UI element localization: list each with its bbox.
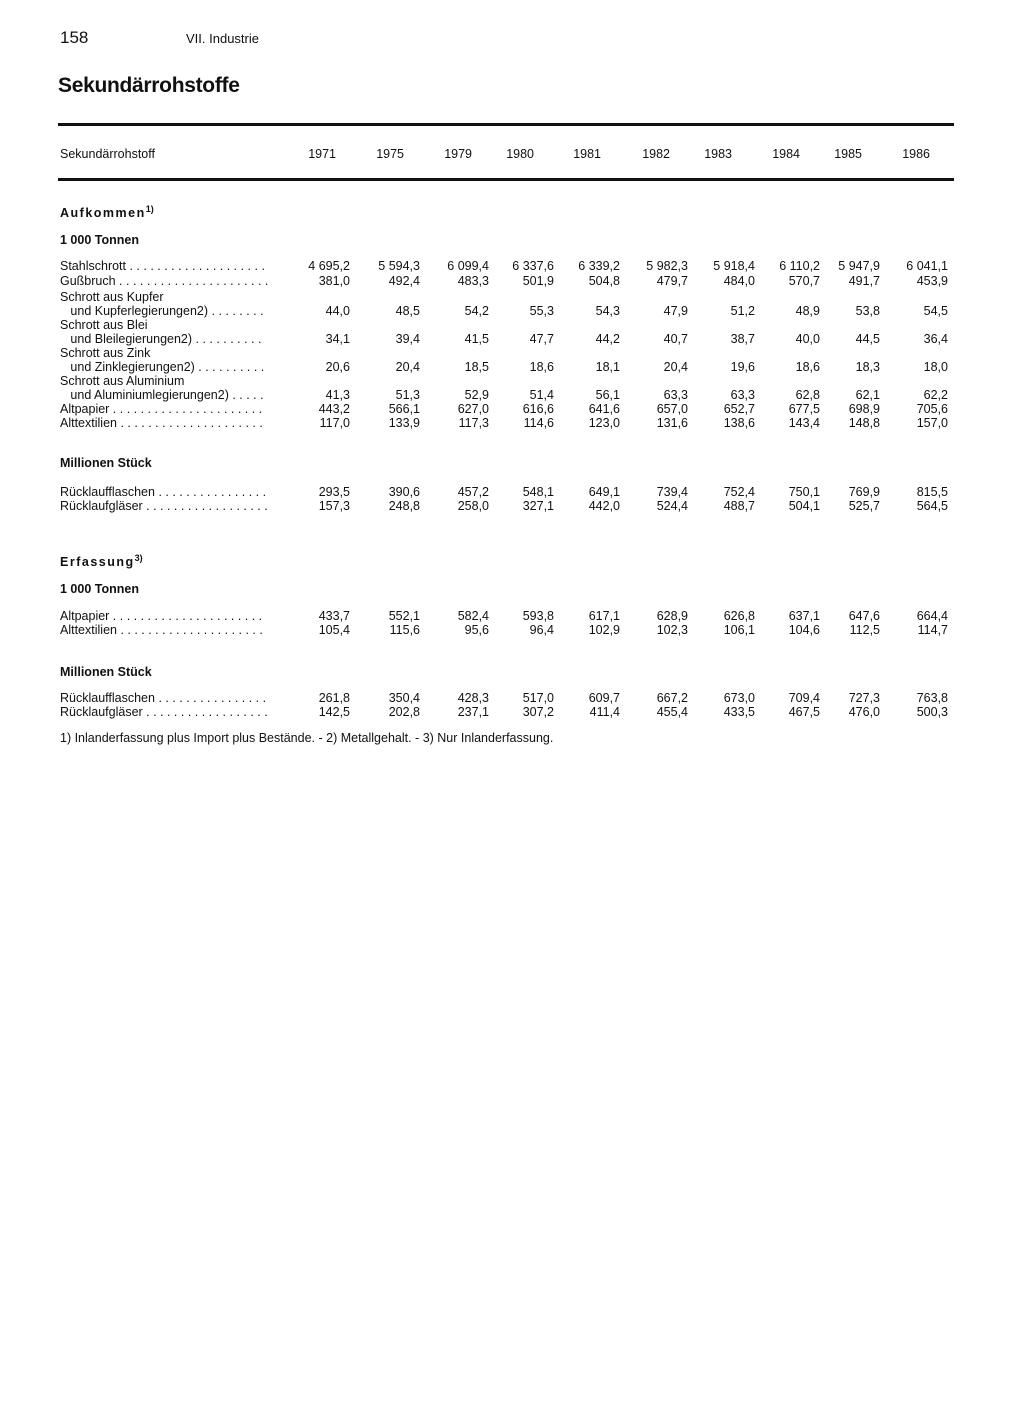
table-cell: 117,3 xyxy=(458,416,489,430)
table-cell: 381,0 xyxy=(318,274,350,288)
table-cell: 36,4 xyxy=(923,332,948,346)
table-cell: 479,7 xyxy=(656,274,688,288)
table-cell: 504,8 xyxy=(588,274,620,288)
table-cell: 593,8 xyxy=(522,609,554,623)
table-cell: 564,5 xyxy=(916,499,948,513)
year-header: 1980 xyxy=(506,147,534,161)
section-name: Erfassung xyxy=(60,555,135,570)
table-cell: 492,4 xyxy=(388,274,420,288)
row-label: und Aluminiumlegierungen2) . . . . . xyxy=(60,388,264,402)
table-row xyxy=(0,416,1024,430)
table-cell: 442,0 xyxy=(588,499,620,513)
table-cell: 293,5 xyxy=(318,485,350,499)
table-cell: 433,7 xyxy=(318,609,350,623)
table-cell: 20,4 xyxy=(395,360,420,374)
section-heading xyxy=(60,204,154,220)
table-cell: 19,6 xyxy=(730,360,755,374)
row-label: Rücklaufgläser . . . . . . . . . . . . . . . . . . xyxy=(60,499,268,513)
table-cell: 443,2 xyxy=(318,402,350,416)
row-label: Altpapier . . . . . . . . . . . . . . . . . . . . . . xyxy=(60,609,263,623)
table-cell: 44,0 xyxy=(325,304,350,318)
table-cell: 48,9 xyxy=(795,304,820,318)
table-cell: 637,1 xyxy=(788,609,820,623)
year-header: 1984 xyxy=(772,147,800,161)
row-label: Schrott aus Zink xyxy=(60,346,151,360)
table-cell: 112,5 xyxy=(849,623,880,637)
table-row xyxy=(0,374,1024,388)
year-header: 1979 xyxy=(444,147,472,161)
table-cell: 570,7 xyxy=(788,274,820,288)
footnote-ref: 3) xyxy=(134,553,143,563)
table-cell: 39,4 xyxy=(395,332,420,346)
year-header: 1982 xyxy=(642,147,670,161)
table-cell: 652,7 xyxy=(723,402,755,416)
year-header: 1971 xyxy=(308,147,336,161)
table-cell: 18,3 xyxy=(855,360,880,374)
table-cell: 6 099,4 xyxy=(447,259,489,273)
table-cell: 5 982,3 xyxy=(646,259,688,273)
table-cell: 133,9 xyxy=(388,416,420,430)
row-label: Altpapier . . . . . . . . . . . . . . . . . . . . . . xyxy=(60,402,263,416)
table-cell: 34,1 xyxy=(325,332,350,346)
table-cell: 102,9 xyxy=(588,623,620,637)
table-cell: 55,3 xyxy=(529,304,554,318)
table-cell: 47,7 xyxy=(529,332,554,346)
table-cell: 56,1 xyxy=(595,388,620,402)
column-header-label: Sekundärrohstoff xyxy=(60,147,155,161)
table-cell: 667,2 xyxy=(656,691,688,705)
unit-heading: Millionen Stück xyxy=(60,665,152,679)
table-cell: 62,8 xyxy=(795,388,820,402)
table-cell: 202,8 xyxy=(388,705,420,719)
table-row xyxy=(0,274,1024,288)
table-cell: 455,4 xyxy=(656,705,688,719)
row-label: Schrott aus Aluminium xyxy=(60,374,185,388)
table-cell: 411,4 xyxy=(589,705,620,719)
table-cell: 131,6 xyxy=(656,416,688,430)
table-cell: 709,4 xyxy=(788,691,820,705)
table-cell: 63,3 xyxy=(663,388,688,402)
year-header: 1981 xyxy=(573,147,601,161)
table-cell: 698,9 xyxy=(848,402,880,416)
table-cell: 609,7 xyxy=(588,691,620,705)
table-cell: 4 695,2 xyxy=(308,259,350,273)
table-cell: 5 594,3 xyxy=(378,259,420,273)
table-row xyxy=(0,332,1024,346)
table-cell: 62,2 xyxy=(923,388,948,402)
table-cell: 763,8 xyxy=(916,691,948,705)
section-name: Aufkommen xyxy=(60,206,146,221)
table-cell: 488,7 xyxy=(723,499,755,513)
table-cell: 664,4 xyxy=(916,609,948,623)
table-row xyxy=(0,499,1024,513)
year-header: 1985 xyxy=(834,147,862,161)
table-cell: 752,4 xyxy=(723,485,755,499)
table-cell: 657,0 xyxy=(656,402,688,416)
table-row xyxy=(0,623,1024,637)
table-cell: 6 110,2 xyxy=(779,259,820,273)
table-cell: 552,1 xyxy=(388,609,420,623)
table-cell: 453,9 xyxy=(916,274,948,288)
footnote-ref: 1) xyxy=(145,204,154,214)
table-cell: 457,2 xyxy=(457,485,489,499)
table-cell: 517,0 xyxy=(522,691,554,705)
table-cell: 582,4 xyxy=(457,609,489,623)
table-cell: 815,5 xyxy=(916,485,948,499)
unit-heading: Millionen Stück xyxy=(60,456,152,470)
row-label: und Zinklegierungen2) . . . . . . . . . . xyxy=(60,360,265,374)
table-cell: 628,9 xyxy=(656,609,688,623)
table-cell: 52,9 xyxy=(464,388,489,402)
table-cell: 18,6 xyxy=(795,360,820,374)
chapter-heading: VII. Industrie xyxy=(186,31,259,46)
table-cell: 617,1 xyxy=(588,609,620,623)
table-cell: 51,4 xyxy=(529,388,554,402)
table-cell: 47,9 xyxy=(663,304,688,318)
table-cell: 476,0 xyxy=(848,705,880,719)
table-cell: 62,1 xyxy=(855,388,880,402)
table-cell: 123,0 xyxy=(588,416,620,430)
table-cell: 739,4 xyxy=(656,485,688,499)
table-cell: 484,0 xyxy=(723,274,755,288)
year-header: 1975 xyxy=(376,147,404,161)
table-row xyxy=(0,304,1024,318)
row-label: Schrott aus Blei xyxy=(60,318,148,332)
table-row xyxy=(0,402,1024,416)
table-cell: 95,6 xyxy=(464,623,489,637)
table-cell: 616,6 xyxy=(522,402,554,416)
table-cell: 5 918,4 xyxy=(713,259,755,273)
table-row xyxy=(0,485,1024,499)
table-cell: 566,1 xyxy=(388,402,420,416)
table-cell: 38,7 xyxy=(730,332,755,346)
row-label: und Kupferlegierungen2) . . . . . . . . xyxy=(60,304,264,318)
table-cell: 769,9 xyxy=(848,485,880,499)
table-cell: 6 339,2 xyxy=(578,259,620,273)
row-label: Rücklaufflaschen . . . . . . . . . . . . . . . . xyxy=(60,691,267,705)
table-cell: 390,6 xyxy=(388,485,420,499)
table-cell: 500,3 xyxy=(916,705,948,719)
table-header-rule xyxy=(58,178,954,181)
table-cell: 18,5 xyxy=(464,360,489,374)
table-footnote: 1) Inlanderfassung plus Import plus Bestände. - 2) Metallgehalt. - 3) Nur Inlanderfassung. xyxy=(60,731,554,745)
row-label: Alttextilien . . . . . . . . . . . . . . . . . . . . . xyxy=(60,623,263,637)
table-cell: 504,1 xyxy=(788,499,820,513)
table-cell: 18,0 xyxy=(923,360,948,374)
table-cell: 115,6 xyxy=(389,623,420,637)
year-header: 1983 xyxy=(704,147,732,161)
table-cell: 6 337,6 xyxy=(512,259,554,273)
row-label: Rücklaufflaschen . . . . . . . . . . . . . . . . xyxy=(60,485,267,499)
table-cell: 524,4 xyxy=(656,499,688,513)
table-cell: 114,6 xyxy=(523,416,554,430)
table-cell: 548,1 xyxy=(522,485,554,499)
table-cell: 649,1 xyxy=(588,485,620,499)
row-label: Alttextilien . . . . . . . . . . . . . . . . . . . . . xyxy=(60,416,263,430)
table-cell: 18,1 xyxy=(595,360,620,374)
table-cell: 350,4 xyxy=(388,691,420,705)
table-cell: 307,2 xyxy=(522,705,554,719)
table-cell: 41,3 xyxy=(325,388,350,402)
table-cell: 248,8 xyxy=(388,499,420,513)
table-cell: 48,5 xyxy=(395,304,420,318)
table-cell: 483,3 xyxy=(457,274,489,288)
table-cell: 41,5 xyxy=(464,332,489,346)
table-cell: 647,6 xyxy=(848,609,880,623)
unit-heading: 1 000 Tonnen xyxy=(60,233,139,247)
table-cell: 677,5 xyxy=(788,402,820,416)
table-cell: 143,4 xyxy=(788,416,820,430)
table-row xyxy=(0,691,1024,705)
row-label: Stahlschrott . . . . . . . . . . . . . . . . . . . . xyxy=(60,259,265,273)
table-row xyxy=(0,388,1024,402)
table-cell: 491,7 xyxy=(848,274,880,288)
table-cell: 63,3 xyxy=(730,388,755,402)
table-cell: 705,6 xyxy=(916,402,948,416)
table-cell: 106,1 xyxy=(723,623,755,637)
table-cell: 51,2 xyxy=(730,304,755,318)
table-cell: 102,3 xyxy=(656,623,688,637)
table-cell: 727,3 xyxy=(848,691,880,705)
table-row xyxy=(0,290,1024,304)
table-cell: 96,4 xyxy=(529,623,554,637)
table-cell: 40,0 xyxy=(795,332,820,346)
table-cell: 148,8 xyxy=(848,416,880,430)
table-top-rule xyxy=(58,123,954,126)
table-cell: 105,4 xyxy=(318,623,350,637)
section-heading xyxy=(60,553,143,569)
table-row xyxy=(0,318,1024,332)
row-label: Schrott aus Kupfer xyxy=(60,290,164,304)
table-cell: 501,9 xyxy=(522,274,554,288)
table-cell: 157,3 xyxy=(318,499,350,513)
table-cell: 5 947,9 xyxy=(838,259,880,273)
table-cell: 433,5 xyxy=(723,705,755,719)
table-cell: 53,8 xyxy=(855,304,880,318)
table-cell: 44,5 xyxy=(855,332,880,346)
table-cell: 673,0 xyxy=(723,691,755,705)
table-cell: 626,8 xyxy=(723,609,755,623)
table-cell: 258,0 xyxy=(457,499,489,513)
table-cell: 641,6 xyxy=(588,402,620,416)
table-cell: 114,7 xyxy=(917,623,948,637)
table-cell: 54,3 xyxy=(595,304,620,318)
table-cell: 627,0 xyxy=(457,402,489,416)
page-title: Sekundärrohstoffe xyxy=(58,74,240,97)
table-cell: 18,6 xyxy=(529,360,554,374)
table-cell: 20,4 xyxy=(663,360,688,374)
table-cell: 54,5 xyxy=(923,304,948,318)
table-cell: 20,6 xyxy=(325,360,350,374)
table-cell: 40,7 xyxy=(663,332,688,346)
table-cell: 525,7 xyxy=(848,499,880,513)
table-cell: 138,6 xyxy=(723,416,755,430)
table-cell: 750,1 xyxy=(788,485,820,499)
page-number: 158 xyxy=(60,28,89,47)
table-cell: 261,8 xyxy=(318,691,350,705)
row-label: und Bleilegierungen2) . . . . . . . . . . xyxy=(60,332,262,346)
row-label: Rücklaufgläser . . . . . . . . . . . . . . . . . . xyxy=(60,705,268,719)
row-label: Gußbruch . . . . . . . . . . . . . . . . . . . . . . xyxy=(60,274,269,288)
table-cell: 428,3 xyxy=(457,691,489,705)
table-row xyxy=(0,360,1024,374)
table-row xyxy=(0,609,1024,623)
table-cell: 6 041,1 xyxy=(906,259,948,273)
table-cell: 237,1 xyxy=(457,705,489,719)
table-row xyxy=(0,259,1024,273)
table-cell: 142,5 xyxy=(318,705,350,719)
table-cell: 104,6 xyxy=(788,623,820,637)
table-cell: 327,1 xyxy=(522,499,554,513)
table-cell: 54,2 xyxy=(464,304,489,318)
table-cell: 157,0 xyxy=(916,416,948,430)
year-header: 1986 xyxy=(902,147,930,161)
table-row xyxy=(0,705,1024,719)
table-cell: 117,0 xyxy=(319,416,350,430)
table-cell: 44,2 xyxy=(595,332,620,346)
unit-heading: 1 000 Tonnen xyxy=(60,582,139,596)
table-row xyxy=(0,346,1024,360)
table-cell: 51,3 xyxy=(395,388,420,402)
table-cell: 467,5 xyxy=(788,705,820,719)
